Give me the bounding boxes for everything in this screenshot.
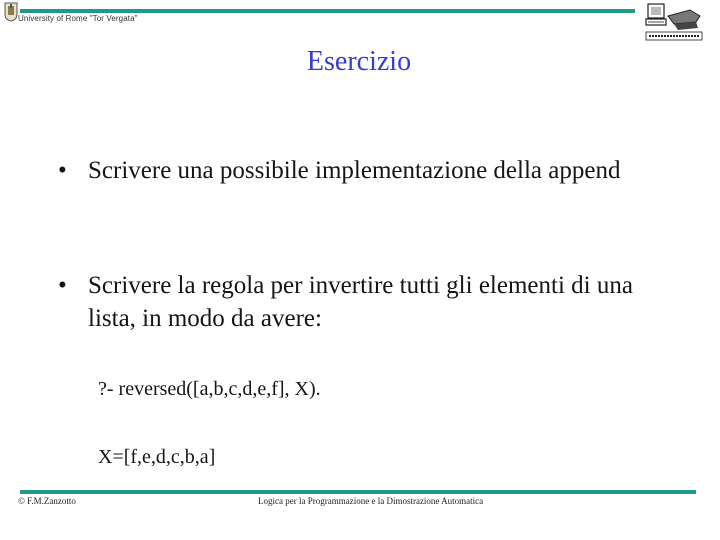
bullet-text: Scrivere una possibile implementazione della append [88, 157, 621, 184]
bullet-text: Scrivere la regola per invertire tutti gli elementi di una lista, in modo da avere: [88, 272, 633, 332]
department-computer-logo-icon [644, 2, 704, 42]
university-crest-icon [4, 2, 18, 22]
prolog-result: X=[f,e,d,c,b,a] [98, 446, 216, 468]
bullet-marker: • [58, 157, 67, 184]
header-rule [20, 9, 635, 13]
footer-course: Logica per la Programmazione e la Dimostrazione Automatica [258, 496, 484, 506]
university-name: University of Rome "Tor Vergata" [18, 14, 138, 23]
slide-title: Esercizio [306, 46, 412, 77]
prolog-query: ?- reversed([a,b,c,d,e,f], X). [98, 378, 321, 400]
footer-author: © F.M.Zanzotto [18, 496, 76, 506]
footer-rule [20, 490, 696, 494]
bullet-marker: • [58, 272, 67, 299]
